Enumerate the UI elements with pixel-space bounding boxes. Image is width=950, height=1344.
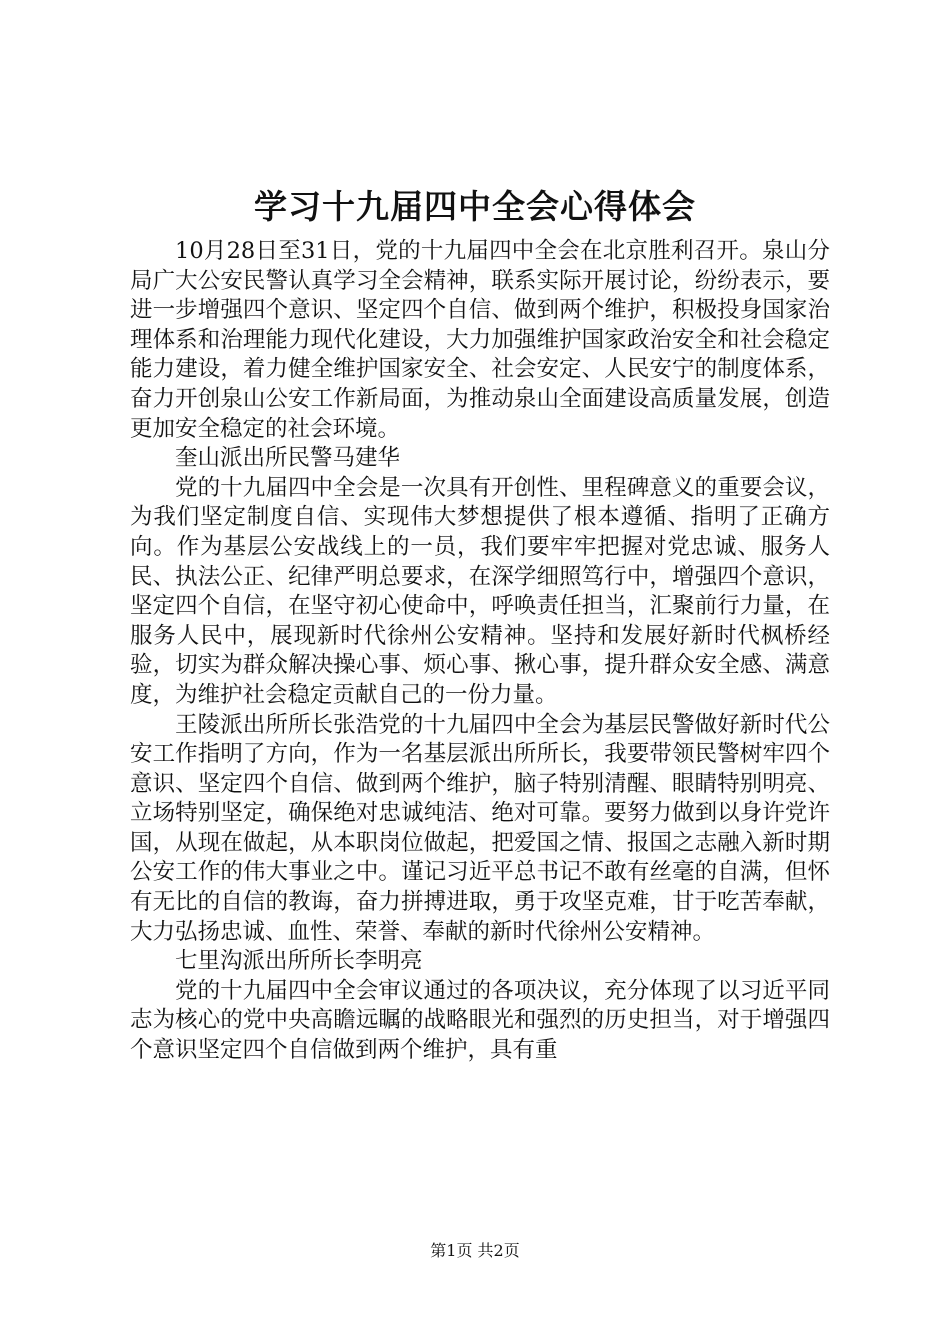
document-body [130,237,830,1066]
page-footer: 第1页 共2页 [430,1241,520,1260]
paragraph-statement-1: 党的十九届四中全会是一次具有开创性、里程碑意义的重要会议，为我们坚定制度自信、实现伟大梦想提供了根本遵循、指明了正确方向。作为基层公安战线上的一员，我们要牢牢把握对党忠诚、服务人民、执法公正、纪律严明总要求，在深学细照笃行中，增强四个意识，坚定四个自信，在坚守初心使命中，呼唤责任担当，汇聚前行力量，在服务人民中，展现新时代徐州公安精神。坚持和发展好新时代枫桥经验，切实为群众解决操心事、烦心事、揪心事，提升群众安全感、满意度，为维护社会稳定贡献自己的一份力量。 [130,474,830,708]
paragraph-intro: 10月28日至31日，党的十九届四中全会在北京胜利召开。泉山分局广大公安民警认真学习全会精神，联系实际开展讨论，纷纷表示，要进一步增强四个意识、坚定四个自信、做到两个维护，积极投身国家治理体系和治理能力现代化建设，大力加强维护国家政治安全和社会稳定能力建设，着力健全维护国家安全、社会安定、人民安宁的制度体系，奋力开创泉山公安工作新局面，为推动泉山全面建设高质量发展，创造更加安全稳定的社会环境。 [130,238,830,442]
paragraph-statement-2: 王陵派出所所长张浩党的十九届四中全会为基层民警做好新时代公安工作指明了方向，作为一名基层派出所所长，我要带领民警树牢四个意识、坚定四个自信、做到两个维护，脑子特别清醒、眼睛特别明亮、立场特别坚定，确保绝对忠诚纯洁、绝对可靠。要努力做到以身许党许国，从现在做起，从本职岗位做起，把爱国之情、报国之志融入新时期公安工作的伟大事业之中。谨记习近平总书记不敢有丝毫的自满，但怀有无比的自信的教诲，奋力拼搏进取，勇于攻坚克难，甘于吃苦奉献，大力弘扬忠诚、血性、荣誉、奉献的新时代徐州公安精神。 [130,711,830,945]
paragraph-statement-3: 党的十九届四中全会审议通过的各项决议，充分体现了以习近平同志为核心的党中央高瞻远瞩的战略眼光和强烈的历史担当，对于增强四个意识坚定四个自信做到两个维护，具有重 [130,977,830,1064]
document-title: 学习十九届四中全会心得体会 [254,187,696,226]
paragraph-author-3: 七里沟派出所所长李明亮 [175,948,423,975]
paragraph-author-1: 奎山派出所民警马建华 [175,445,401,472]
